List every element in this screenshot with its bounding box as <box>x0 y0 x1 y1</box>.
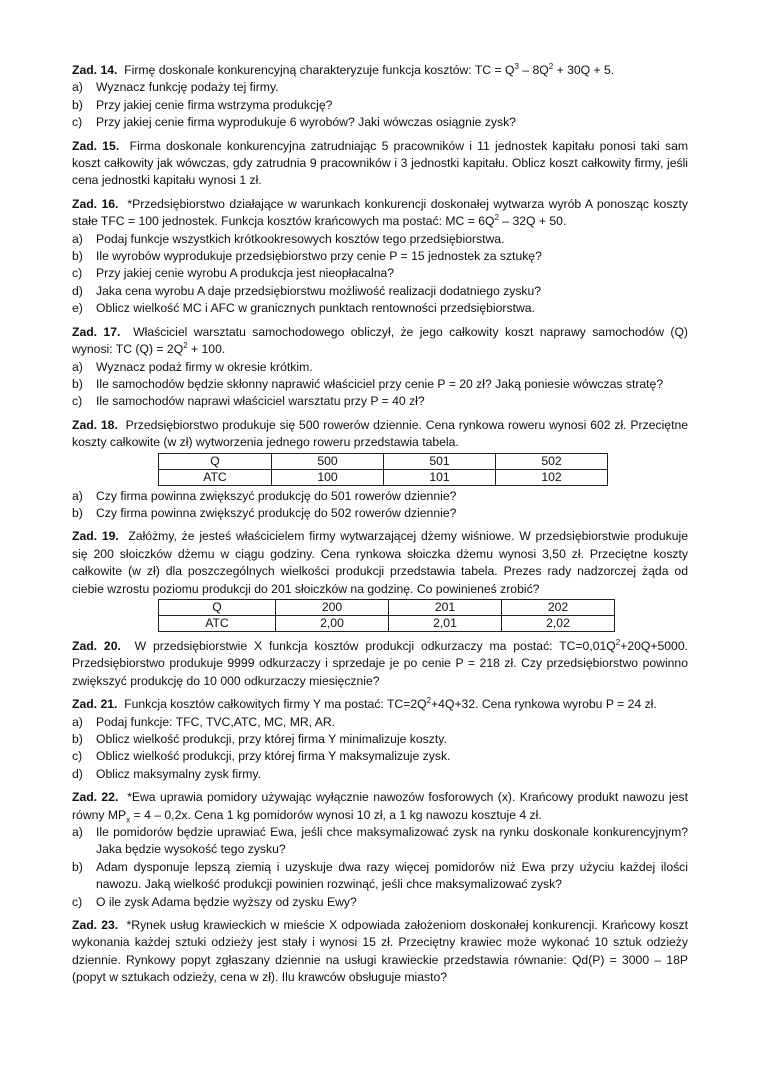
task-17-text-tail: + 100. <box>187 342 226 357</box>
table-row <box>159 469 608 485</box>
task-14-mid: – 8Q <box>518 63 549 77</box>
task-14-tail: + 30Q + 5. <box>553 63 615 77</box>
table-cell: 200 <box>276 599 389 615</box>
item-text: Oblicz maksymalny zysk firmy. <box>96 766 261 781</box>
item-text: Podaj funkcje wszystkich krótkookresowych kosztów tego przedsiębiorstwa. <box>96 231 505 246</box>
task-14-heading: Zad. 14. <box>72 63 118 77</box>
task-22-heading: Zad. 22. <box>72 790 119 805</box>
task-21-item-c <box>72 748 688 765</box>
task-20-text-tail: +20Q+5000. Przedsiębiorstwo produkuje 9999 odkurzaczy i sprzedaje je po cenie P = 218 zł. Czy przedsiębiorstwo powinno zwiększyć produkcję do 10 000 odkurzaczy miesięcznie? <box>72 638 688 688</box>
item-label: b) <box>72 732 83 746</box>
item-label: c) <box>72 894 83 909</box>
item-label: a) <box>72 714 83 729</box>
task-17-item-a <box>72 359 688 376</box>
table-cell: ATC <box>159 469 272 485</box>
table-cell: 2,01 <box>389 615 502 631</box>
table-cell: 101 <box>384 469 496 485</box>
table-cell: 102 <box>496 469 608 485</box>
document-page <box>72 62 688 993</box>
task-14-intro: Firmę doskonale konkurencyjną charakteryzuje funkcja kosztów: TC = Q <box>124 63 515 77</box>
task-18 <box>72 417 688 523</box>
item-text: Oblicz wielkość MC i AFC w granicznych punktach rentowności przedsiębiorstwa. <box>96 301 535 316</box>
table-cell: 500 <box>272 453 384 469</box>
task-14-exp3: 3 <box>514 61 519 71</box>
item-text: Czy firma powinna zwiększyć produkcję do 501 rowerów dziennie? <box>96 488 457 503</box>
task-18-text: Przedsiębiorstwo produkuje się 500 rowerów dziennie. Cena rynkowa roweru wynosi 602 zł. Przeciętne koszty całkowite (w zł) wytworzenia jednego roweru przedstawia tabela. <box>72 417 689 450</box>
task-16 <box>72 196 688 318</box>
task-16-item-d <box>72 283 688 300</box>
task-14-exp2: 2 <box>548 61 554 71</box>
table-cell: 100 <box>272 469 384 485</box>
item-label: a) <box>72 80 83 95</box>
item-text: O ile zysk Adama będzie wyższy od zysku Ewy? <box>96 894 357 909</box>
item-label: b) <box>72 97 83 112</box>
task-17-item-b <box>72 376 688 393</box>
table-row <box>159 615 615 631</box>
task-17 <box>72 324 688 411</box>
item-label: c) <box>72 115 83 130</box>
task-21-text-tail: +4Q+32. Cena rynkowa wyrobu P = 24 zł. <box>431 697 657 712</box>
task-19-text: Załóżmy, że jesteś właścicielem firmy wytwarzającej dżemy wiśniowe. W przedsiębiorstwie produkuje się 200 słoiczków dżemu w ciągu godziny. Cena rynkowa słoiczka dżemu wynosi 3,50 zł. Przeciętne koszty całkowite (w zł) dla poszczególnych wielkości produkcji przedstawia tabela. Prezes rady nadzorczej żąda od ciebie wzrostu poziomu produkcji do 201 słoiczków na godzinę. Co powinieneś zrobić? <box>72 529 688 596</box>
task-14-item-b <box>72 97 688 114</box>
task-22 <box>72 789 688 911</box>
item-text: Podaj funkcje: TFC, TVC,ATC, MC, MR, AR. <box>96 714 336 729</box>
task-14-item-a <box>72 79 688 96</box>
task-17-text: Właściciel warsztatu samochodowego obliczył, że jego całkowity koszt naprawy samochodów (Q) wynosi: TC (Q) = 2Q <box>72 324 688 357</box>
task-21-item-a <box>72 714 688 731</box>
task-20-exp: 2 <box>615 637 621 647</box>
item-text: Oblicz wielkość produkcji, przy której firma Y minimalizuje koszty. <box>96 732 447 746</box>
table-cell: ATC <box>159 615 276 631</box>
task-16-item-b <box>72 248 688 265</box>
task-19-heading: Zad. 19. <box>72 529 119 544</box>
task-19-cost-table <box>158 599 615 632</box>
table-cell: Q <box>159 453 272 469</box>
table-cell: 2,00 <box>276 615 389 631</box>
task-20 <box>72 638 688 690</box>
task-16-item-a <box>72 231 688 248</box>
task-18-item-a <box>72 488 688 505</box>
item-text: Przy jakiej cenie firma wyprodukuje 6 wyrobów? Jaki wówczas osiągnie zysk? <box>96 115 516 130</box>
item-text: Czy firma powinna zwiększyć produkcję do 502 rowerów dziennie? <box>96 505 457 520</box>
task-20-statement <box>72 638 688 690</box>
task-15 <box>72 138 688 190</box>
task-18-heading: Zad. 18. <box>72 417 118 432</box>
task-23-statement <box>72 917 688 987</box>
task-19 <box>72 528 688 632</box>
task-22-subquestions <box>72 824 688 911</box>
table-row <box>159 453 608 469</box>
item-text: Ile samochodów będzie skłonny naprawić właściciel przy cenie P = 20 zł? Jaką poniesie wówczas stratę? <box>96 376 664 391</box>
task-16-statement <box>72 196 688 231</box>
task-23-heading: Zad. 23. <box>72 918 119 933</box>
item-label: a) <box>72 231 83 246</box>
item-text: Przy jakiej cenie firma wstrzyma produkcję? <box>96 97 333 112</box>
table-cell: 202 <box>502 599 615 615</box>
item-label: b) <box>72 859 83 874</box>
task-22-item-c <box>72 894 688 911</box>
item-text: Jaka cena wyrobu A daje przedsiębiorstwu możliwość realizacji dodatniego zysku? <box>96 283 542 298</box>
task-22-text: *Ewa uprawia pomidory używając wyłącznie nawozów fosforowych (x). Krańcowy produkt nawozu jest równy MP <box>72 790 688 822</box>
task-22-item-b <box>72 859 688 894</box>
item-text: Ile wyrobów wyprodukuje przedsiębiorstwo przy cenie P = 15 jednostek za sztukę? <box>96 249 542 264</box>
task-17-heading: Zad. 17. <box>72 324 121 339</box>
task-22-item-a <box>72 824 688 859</box>
table-cell: 502 <box>496 453 608 469</box>
task-16-text: *Przedsiębiorstwo działające w warunkach konkurencji doskonałej wytwarza wyrób A ponosząc koszty stałe TFC = 100 jednostek. Funkcja kosztów krańcowych ma postać: MC = 6Q <box>72 196 688 229</box>
task-21-text: Funkcja kosztów całkowitych firmy Y ma postać: TC=2Q <box>124 697 427 712</box>
item-text: Ile samochodów naprawi właściciel warsztatu przy P = 40 zł? <box>96 394 425 409</box>
table-cell: 501 <box>384 453 496 469</box>
task-22-subscript: x <box>126 815 131 825</box>
task-23 <box>72 917 688 987</box>
task-23-text: *Rynek usług krawieckich w mieście X odpowiada założeniom doskonałej konkurencji. Krańcowy koszt wykonania każdej sztuki odzieży jest stały i wynosi 15 zł. Przeciętny krawiec może wykonać 10 sztuk odzieży dziennie. Rynkowy popyt zgłaszany dziennie na usługi krawieckie przedstawia równanie: Qd(P) = 3000 – 18P (popyt w sztukach odzieży, cena w zł). Ilu krawców obsługuje miasto? <box>72 918 688 985</box>
item-label: b) <box>72 505 83 520</box>
task-16-heading: Zad. 16. <box>72 196 119 211</box>
task-17-subquestions <box>72 359 688 411</box>
table-cell: 2,02 <box>502 615 615 631</box>
item-text: Adam dysponuje lepszą ziemią i uzyskuje dwa razy więcej pomidorów niż Ewa przy użyciu każdej ilości nawozu. Jaką wielkość produkcji powinien rozwinąć, jeśli chce maksymalizować zysk? <box>96 859 688 892</box>
task-21-exp: 2 <box>426 696 432 706</box>
task-20-text: W przedsiębiorstwie X funkcja kosztów produkcji odkurzaczy ma postać: TC=0,01Q <box>134 638 616 653</box>
item-label: a) <box>72 825 83 840</box>
task-18-statement <box>72 417 688 452</box>
task-18-item-b <box>72 505 688 522</box>
item-label: c) <box>72 749 83 764</box>
item-text: Przy jakiej cenie wyrobu A produkcja jest nieopłacalna? <box>96 266 395 281</box>
task-16-subquestions <box>72 231 688 318</box>
item-label: b) <box>72 376 83 391</box>
task-21-heading: Zad. 21. <box>72 697 118 712</box>
task-21-item-b <box>72 731 688 748</box>
table-cell: 201 <box>389 599 502 615</box>
item-text: Ile pomidorów będzie uprawiać Ewa, jeśli chce maksymalizować zysk na rynku doskonale konkurencyjnym? Jaka będzie wysokość tego zysku? <box>96 825 688 857</box>
task-22-statement <box>72 789 688 824</box>
item-label: c) <box>72 266 83 281</box>
task-14-subquestions <box>72 79 688 131</box>
task-17-statement <box>72 324 688 359</box>
task-16-item-e <box>72 300 688 317</box>
task-20-heading: Zad. 20. <box>72 638 121 653</box>
task-14-item-c <box>72 114 688 131</box>
item-label: a) <box>72 488 83 503</box>
item-text: Wyznacz podaż firmy w okresie krótkim. <box>96 359 313 374</box>
table-cell: Q <box>159 599 276 615</box>
task-21-subquestions <box>72 714 688 784</box>
item-label: b) <box>72 249 83 264</box>
task-18-cost-table <box>158 453 608 486</box>
task-18-subquestions <box>72 488 688 523</box>
task-17-exp: 2 <box>183 341 188 351</box>
task-15-statement <box>72 138 688 190</box>
task-16-item-c <box>72 265 688 282</box>
task-17-item-c <box>72 393 688 410</box>
item-text: Wyznacz funkcję podaży tej firmy. <box>96 80 279 95</box>
item-label: e) <box>72 301 83 316</box>
task-14-statement <box>72 62 688 79</box>
task-15-heading: Zad. 15. <box>72 138 120 153</box>
task-21 <box>72 696 688 783</box>
task-21-statement <box>72 696 688 713</box>
item-label: a) <box>72 359 83 374</box>
task-22-text-tail: = 4 – 0,2x. Cena 1 kg pomidorów wynosi 10 zł, a 1 kg nawozu kosztuje 4 zł. <box>130 807 542 822</box>
table-row <box>159 599 615 615</box>
task-16-text-tail: – 32Q + 50. <box>498 214 567 229</box>
item-text: Oblicz wielkość produkcji, przy której firma Y maksymalizuje zysk. <box>96 749 451 764</box>
item-label: d) <box>72 766 83 781</box>
task-21-item-d <box>72 766 688 783</box>
item-label: c) <box>72 394 83 409</box>
task-19-statement <box>72 528 688 598</box>
task-14 <box>72 62 688 132</box>
task-16-exp: 2 <box>494 213 499 223</box>
task-15-text: Firma doskonale konkurencyjna zatrudniając 5 pracowników i 11 jednostek kapitału ponosi taki sam koszt całkowity jak wówczas, gdy zatrudnia 9 pracowników i 3 jednostki kapitału. Oblicz koszt całkowity firmy, jeśli cena jednostki kapitału wynosi 1 zł. <box>72 138 688 188</box>
item-label: d) <box>72 283 83 298</box>
